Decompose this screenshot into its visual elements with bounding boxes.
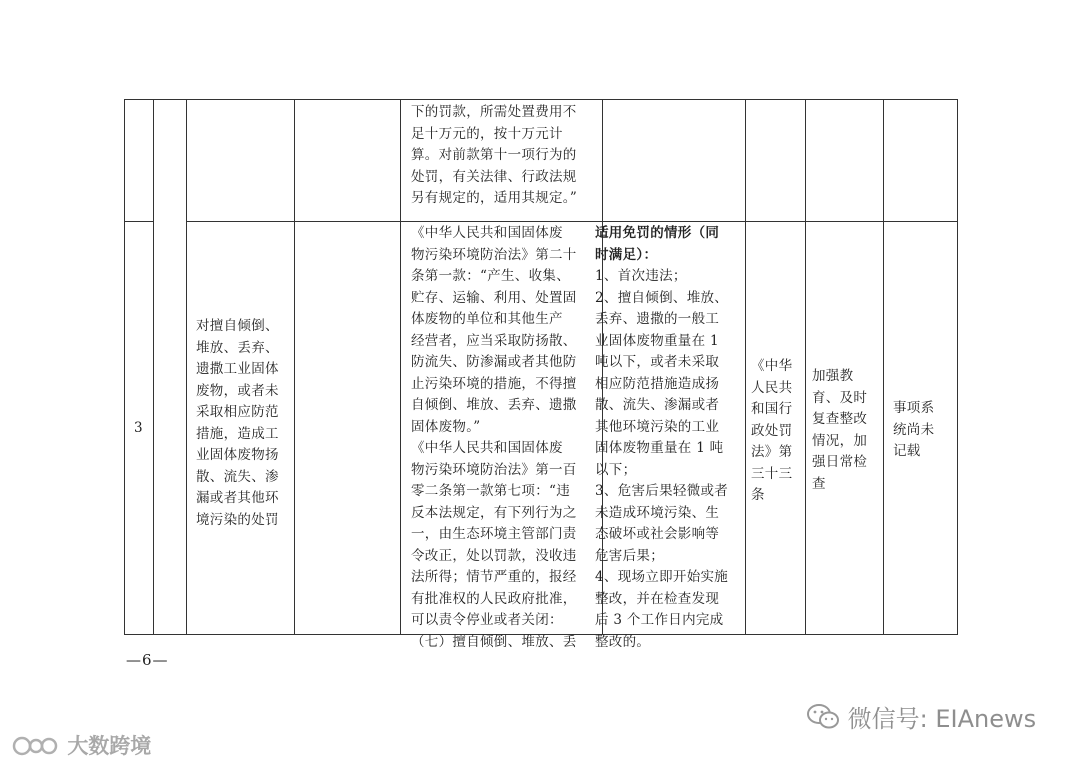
- violation-matter: 对擅自倾倒、 堆放、丢弃、 遗撒工业固体 废物，或者未 采取相应防范 措施，造成工 业固体废物扬 散、流失、渗 漏或者其他环 境污染的处罚: [196, 318, 279, 528]
- watermark-logo-icon: [12, 733, 60, 757]
- remarks: 事项系 统尚未 记载: [893, 400, 935, 459]
- page-number: —6—: [126, 651, 169, 669]
- penalty-law-reference: 《中华 人民共 和国行 政处罚 法》第 三十三 条: [751, 358, 793, 503]
- exemption-heading: 适用免罚的情形（同: [595, 225, 720, 241]
- wechat-icon: [806, 703, 840, 731]
- follow-up-measures: 加强教 育、及时 复查整改 情况，加 强日常检 查: [812, 368, 868, 492]
- prev-row-penalty-text: 下的罚款，所需处置费用不 足十万元的，按十万元计 算。对前款第十一项行为的 处罚，有关法律、行政法规 另有规定的，适用其规定。”: [411, 104, 578, 206]
- watermark-right: 微信号: EIAnews: [806, 699, 1036, 734]
- watermark-left: 大数跨境: [12, 730, 151, 760]
- legal-basis: 《中华人民共和国固体废 物污染环境防治法》第二十 条第一款：“产生、收集、 贮存、运输、利用、处置固 体废物的单位和其他生产 经营者，应当采取防扬散、 防流失、防渗漏或者其他防 止污染环境的措施，不得擅 自倾倒、堆放、丢弃、遗撒 固体废物。” 《中华人民共和国固体废 物污染环境防治法》第一百 零二条第一款第七项：“违 反本法规定，有下列行为之 一，由生态环境主管部门责 令改正，处以罚款，没收违 法所得；情节严重的，报经 有批准权的人民政府批准， 可以责令停业或者关闭： （七）擅自倾倒、堆放、丢: [411, 225, 577, 650]
- exemption-heading: 时满足）：: [595, 246, 658, 263]
- regulation-table: [124, 99, 958, 650]
- exemption-conditions: 适用免罚的情形（同 时满足）： 1、首次违法； 2、擅自倾倒、堆放、 丢弃、遗撒的一般工 业固体废物重量在 1 吨以下，或者未采取 相应防范措施造成扬 散、流失、渗漏或者 其他环境污染的工业 固体废物重量在 1 吨 以下； 3、危害后果轻微或者 未造成环境污染、生 态破坏或社会影响等 危害后果； 4、现场立即开始实施 整改，并在检查发现 后 3 个工作日内完成 整改的。: [595, 225, 729, 650]
- row-number: 3: [134, 420, 143, 436]
